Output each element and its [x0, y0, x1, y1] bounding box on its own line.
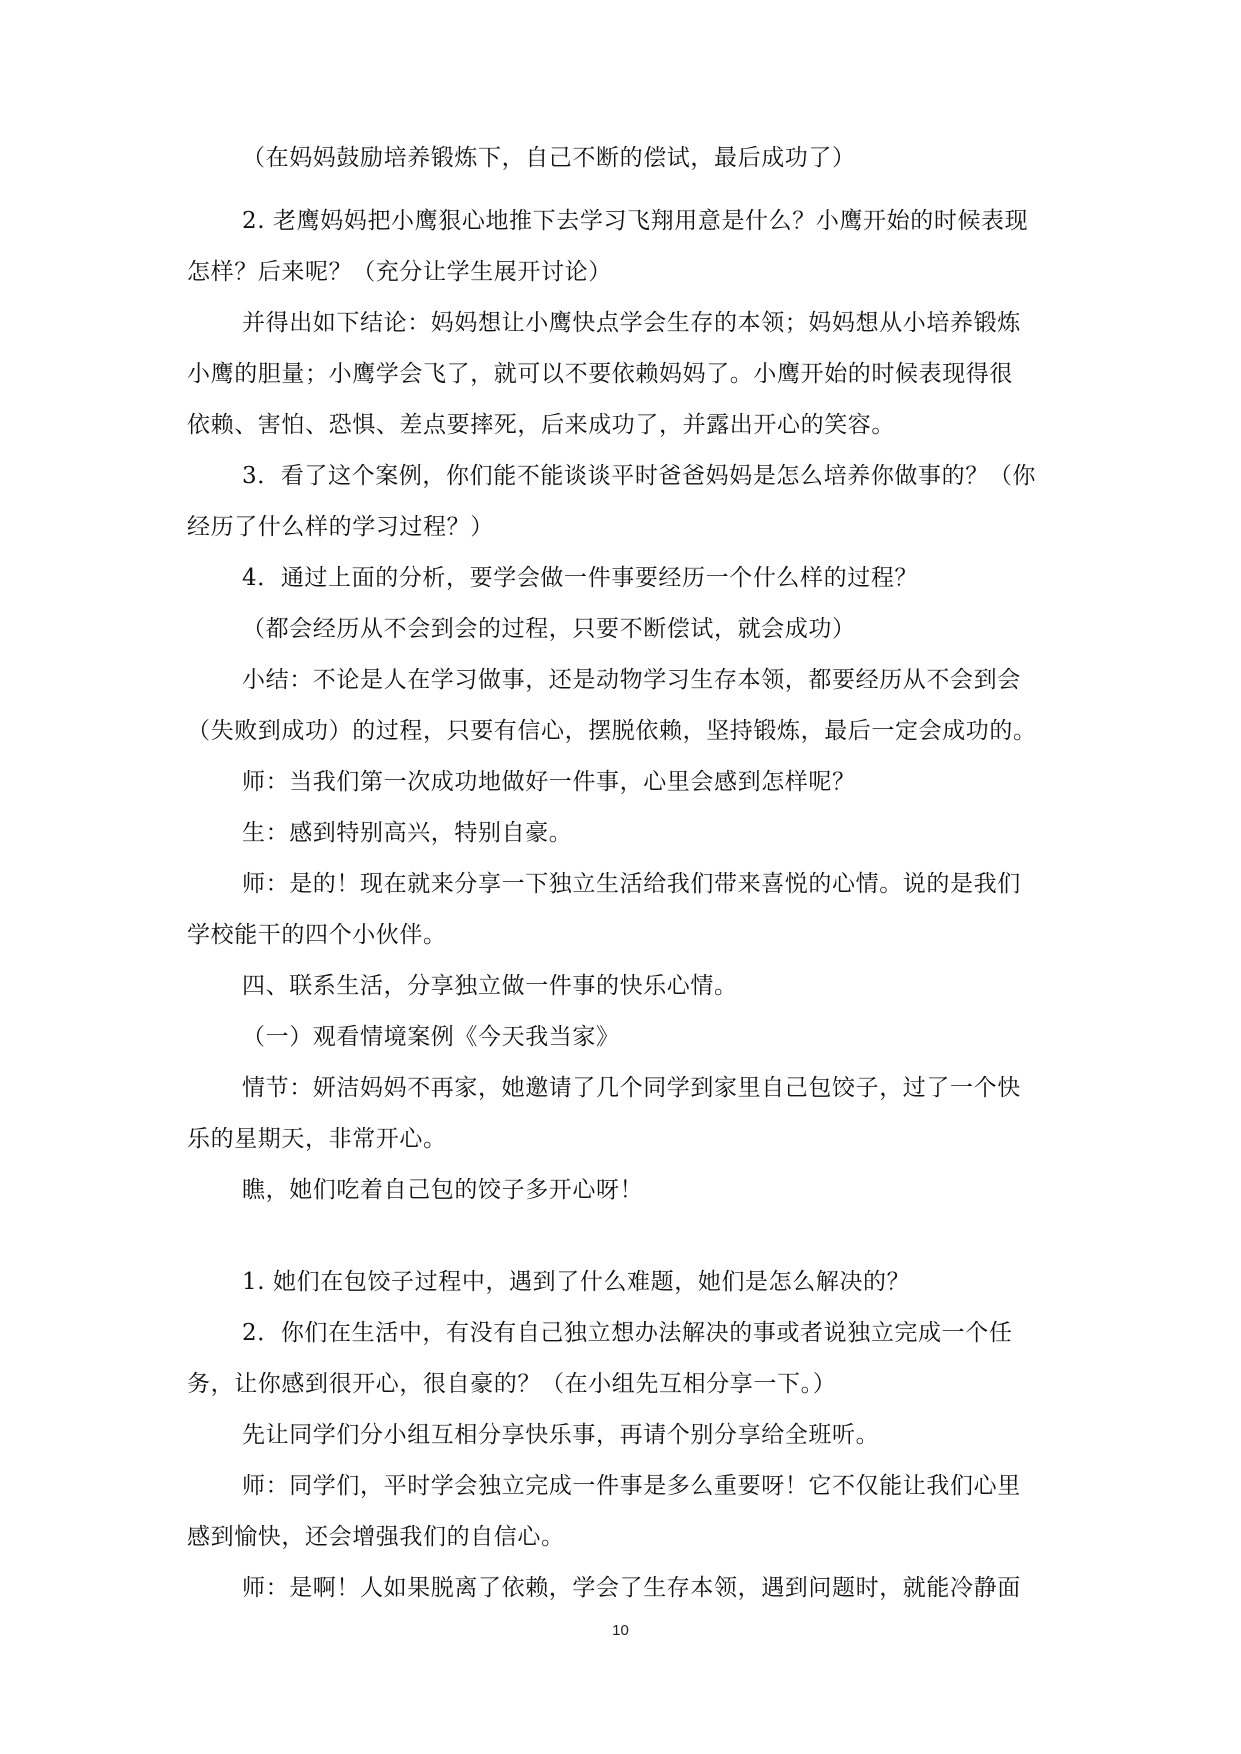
- text-line: 3．看了这个案例，你们能不能谈谈平时爸爸妈妈是怎么培养你做事的？（你: [242, 463, 1037, 489]
- text-line: 2．你们在生活中，有没有自己独立想办法解决的事或者说独立完成一个任: [242, 1320, 1013, 1346]
- text-line: 乐的星期天，非常开心。: [187, 1126, 447, 1152]
- text-line: 并得出如下结论：妈妈想让小鹰快点学会生存的本领；妈妈想从小培养锻炼: [242, 310, 1021, 336]
- text-line: 小鹰的胆量；小鹰学会飞了，就可以不要依赖妈妈了。小鹰开始的时候表现得很: [187, 361, 1013, 387]
- text-line: 师：同学们，平时学会独立完成一件事是多么重要呀！它不仅能让我们心里: [242, 1473, 1021, 1499]
- text-line: 生：感到特别高兴，特别自豪。: [242, 820, 573, 846]
- text-line: 小结：不论是人在学习做事，还是动物学习生存本领，都要经历从不会到会: [242, 667, 1021, 693]
- text-line: （在妈妈鼓励培养锻炼下，自己不断的偿试，最后成功了）: [242, 145, 856, 171]
- text-line: 经历了什么样的学习过程？）: [187, 514, 494, 540]
- text-line: 情节：妍洁妈妈不再家，她邀请了几个同学到家里自己包饺子，过了一个快: [242, 1075, 1021, 1101]
- page-number: 10: [612, 1622, 629, 1639]
- text-line: 务，让你感到很开心，很自豪的？（在小组先互相分享一下。）: [187, 1371, 837, 1397]
- text-line: （失败到成功）的过程，只要有信心，摆脱依赖，坚持锻炼，最后一定会成功的。: [187, 718, 1037, 744]
- text-line: 师：是的！现在就来分享一下独立生活给我们带来喜悦的心情。说的是我们: [242, 871, 1021, 897]
- text-line: 师：是啊！人如果脱离了依赖，学会了生存本领，遇到问题时，就能冷静面: [242, 1575, 1021, 1601]
- text-line: 4．通过上面的分析，要学会做一件事要经历一个什么样的过程？: [242, 565, 919, 591]
- text-line: 瞧，她们吃着自己包的饺子多开心呀！: [242, 1177, 644, 1203]
- text-line: 1. 她们在包饺子过程中，遇到了什么难题，她们是怎么解决的？: [242, 1269, 911, 1295]
- text-line: 怎样？后来呢？（充分让学生展开讨论）: [187, 259, 612, 285]
- text-line: 学校能干的四个小伙伴。: [187, 922, 447, 948]
- text-line: （都会经历从不会到会的过程，只要不断偿试，就会成功）: [242, 616, 856, 642]
- text-line: 先让同学们分小组互相分享快乐事，再请个别分享给全班听。: [242, 1422, 880, 1448]
- text-line: 依赖、害怕、恐惧、差点要摔死，后来成功了，并露出开心的笑容。: [187, 412, 895, 438]
- text-line: 师：当我们第一次成功地做好一件事，心里会感到怎样呢？: [242, 769, 856, 795]
- text-line: 感到愉快，还会增强我们的自信心。: [187, 1524, 565, 1550]
- text-line: 2. 老鹰妈妈把小鹰狠心地推下去学习飞翔用意是什么？小鹰开始的时候表现: [242, 208, 1029, 234]
- subsection-heading: （一）观看情境案例《今天我当家》: [242, 1024, 620, 1050]
- section-heading: 四、联系生活，分享独立做一件事的快乐心情。: [242, 973, 738, 999]
